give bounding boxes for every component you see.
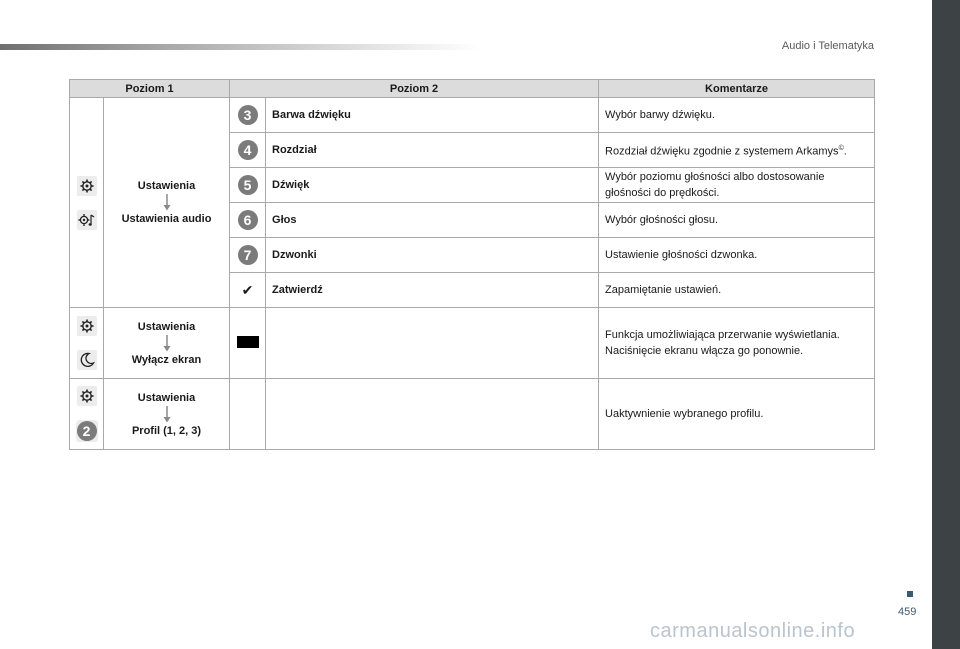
right-sidebar-strip: [932, 0, 960, 649]
comment-cell: Wybór głośności głosu.: [599, 203, 875, 238]
arrow-down-icon: [163, 335, 171, 352]
comment-cell: Wybór poziomu głośności albo dostosowanie głośności do prędkości.: [599, 168, 875, 203]
marker-cell-empty: [230, 379, 266, 450]
table-row: [70, 308, 875, 379]
level2-cell: Zatwierdź: [266, 273, 599, 308]
arrow-down-icon: [163, 406, 171, 423]
profile-number-badge: 2: [76, 420, 98, 442]
comment-cell: [599, 308, 875, 379]
menu-label-audio-settings: Ustawienia audio: [121, 213, 212, 225]
comment-cell: Zapamiętanie ustawień.: [599, 273, 875, 308]
footer-marker-square: [907, 591, 913, 597]
group2-menu-cell: [104, 308, 230, 379]
number-badge-7: 7: [238, 245, 258, 265]
comment-end: .: [843, 145, 847, 158]
comment-line: Funkcja umożliwiająca przerwanie wyświetlania.: [605, 329, 840, 341]
menu-label-screen-off: Wyłącz ekran: [131, 353, 202, 366]
level2-cell: Dźwięk: [266, 168, 599, 203]
comment-cell: [599, 133, 875, 168]
header-cell-level2: Poziom 2: [230, 80, 599, 98]
number-badge-4: 4: [238, 140, 258, 160]
comment-text: Rozdział dźwięku zgodnie z systemem Arkamys: [605, 145, 839, 158]
moon-icon: [77, 350, 97, 370]
comment-cell: Wybór barwy dźwięku.: [599, 98, 875, 133]
level2-cell: Dzwonki: [266, 238, 599, 273]
comment-cell: Uaktywnienie wybranego profilu.: [599, 379, 875, 450]
copyright-mark: ©: [838, 144, 844, 152]
header-cell-level1: Poziom 1: [70, 80, 230, 98]
level2-cell: Głos: [266, 203, 599, 238]
settings-table: [69, 79, 875, 450]
group2-icons-cell: [70, 308, 104, 379]
screen-off-black-icon: [237, 336, 259, 348]
menu-label-profile: Profil (1, 2, 3): [131, 424, 202, 437]
group1-icons-cell: [70, 98, 104, 308]
menu-label-settings: Ustawienia: [137, 180, 196, 192]
number-badge-6: 6: [238, 210, 258, 230]
table-row: [70, 98, 875, 133]
arrow-down-icon: [163, 194, 171, 211]
level2-cell: Barwa dźwięku: [266, 98, 599, 133]
header-cell-comments: Komentarze: [599, 80, 875, 98]
audio-settings-icon: [77, 210, 97, 230]
number-badge-3: 3: [238, 105, 258, 125]
table-row: [70, 379, 875, 450]
group1-menu-cell: [104, 98, 230, 308]
group3-icons-cell: [70, 379, 104, 450]
table-header-row: [70, 80, 875, 98]
level2-cell-empty: [266, 379, 599, 450]
settings-gear-icon: [77, 316, 97, 336]
comment-line: Naciśnięcie ekranu włącza go ponownie.: [605, 345, 804, 357]
menu-label-settings: Ustawienia: [137, 391, 196, 404]
settings-gear-icon: [77, 176, 97, 196]
number-badge-5: 5: [238, 175, 258, 195]
menu-label-settings: Ustawienia: [137, 320, 196, 333]
header-gradient-line: [0, 44, 480, 50]
group3-menu-cell: [104, 379, 230, 450]
comment-cell: Ustawienie głośności dzwonka.: [599, 238, 875, 273]
settings-gear-icon: [77, 386, 97, 406]
watermark-text: carmanualsonline.info: [650, 620, 856, 642]
page-header-title: Audio i Telematyka: [781, 40, 874, 52]
level2-cell-empty: [266, 308, 599, 379]
check-icon: ✔: [241, 281, 254, 298]
page-number: 459: [898, 606, 917, 618]
level2-cell: Rozdział: [266, 133, 599, 168]
